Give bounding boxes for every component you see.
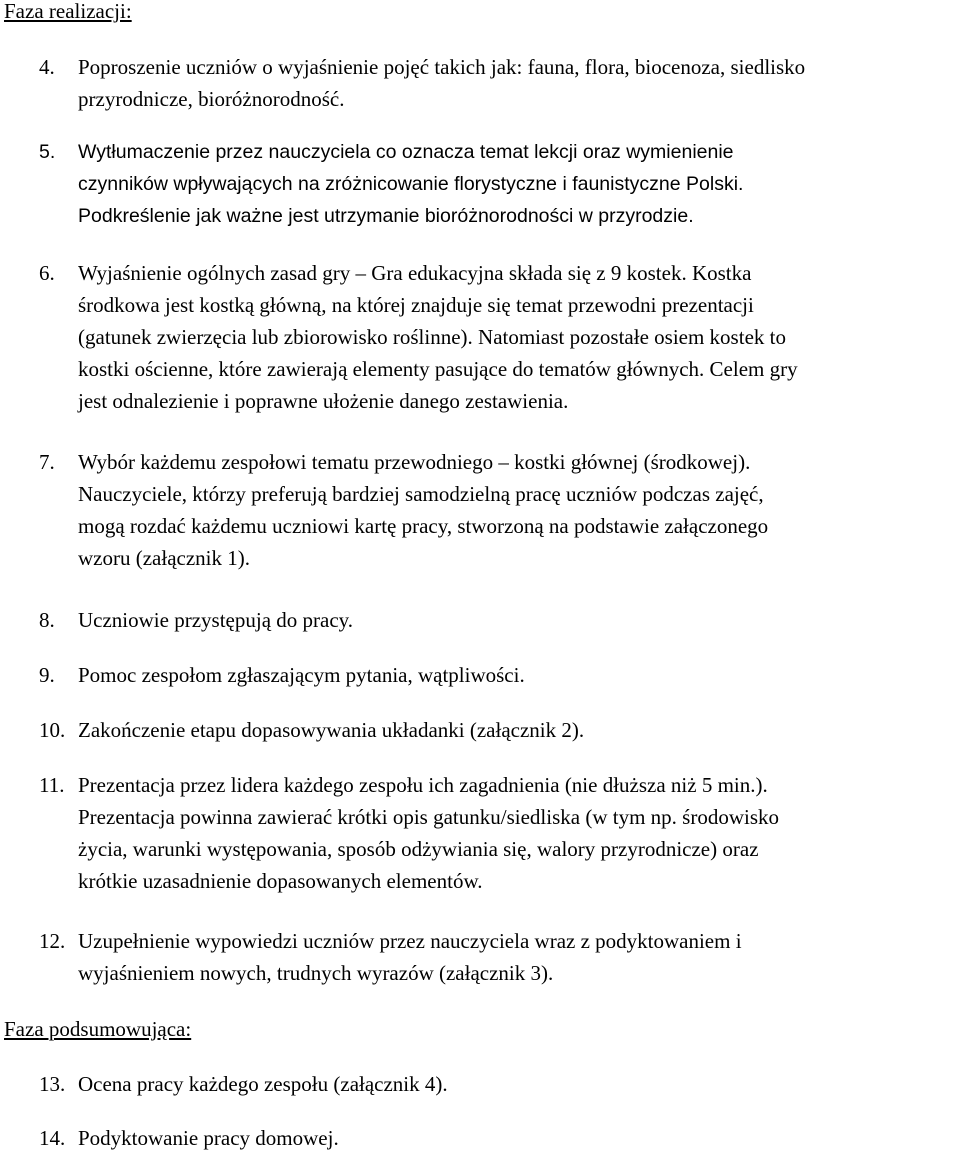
item-text: Poproszenie uczniów o wyjaśnienie pojęć takich jak: fauna, flora, biocenoza, siedlisko przyrodnicze, bioróżnorodność. xyxy=(78,55,806,111)
item-text: Pomoc zespołom zgłaszającym pytania, wątpliwości. xyxy=(78,663,525,687)
list-item-11 xyxy=(39,769,944,897)
item-number: 13. xyxy=(39,1072,66,1096)
item-number: 10. xyxy=(39,718,66,742)
list-item-9 xyxy=(39,659,944,691)
list-item-7 xyxy=(39,446,944,574)
item-text: Wytłumaczenie przez nauczyciela co oznacza temat lekcji oraz wymienienie czynników wpływających na zróżnicowanie florystyczne i faunistyczne Polski. Podkreślenie jak ważne jest utrzymanie bioróżnorodności w przyrodzie. xyxy=(78,141,744,227)
section-heading-summary: Faza podsumowująca: xyxy=(4,1017,192,1041)
item-text: Prezentacja przez lidera każdego zespołu ich zagadnienia (nie dłuższa niż 5 min.). Prezentacja powinna zawierać krótki opis gatunku/siedliska (w tym np. środowisko życia, warunki występowania, sposób odżywiania się, walory przyrodnicze) oraz krótkie uzasadnienie dopasowanych elementów. xyxy=(78,773,779,893)
list-item-5 xyxy=(39,136,944,232)
item-text: Wybór każdemu zespołowi tematu przewodniego – kostki głównej (środkowej). Nauczyciele, którzy preferują bardziej samodzielną pracę uczniów podczas zajęć, mogą rozdać każdemu uczniowi kartę pracy, stworzoną na podstawie załączonego wzoru (załącznik 1). xyxy=(78,450,769,570)
item-text: Zakończenie etapu dopasowywania układanki (załącznik 2). xyxy=(78,718,585,742)
item-text: Uzupełnienie wypowiedzi uczniów przez nauczyciela wraz z podyktowaniem i wyjaśnieniem nowych, trudnych wyrazów (załącznik 3). xyxy=(78,929,742,985)
item-number: 7. xyxy=(39,450,55,474)
item-number: 5. xyxy=(39,141,56,163)
section-heading-realization: Faza realizacji: xyxy=(4,0,132,23)
list-item-10 xyxy=(39,714,944,746)
item-text: Wyjaśnienie ogólnych zasad gry – Gra edukacyjna składa się z 9 kostek. Kostka środkowa jest kostką główną, na której znajduje się temat przewodni prezentacji (gatunek zwierzęcia lub zbiorowisko roślinne). Natomiast pozostałe osiem kostek to kostki ościenne, które zawierają elementy pasujące do tematów głównych. Celem gry jest odnalezienie i poprawne ułożenie danego zestawienia. xyxy=(78,261,798,413)
item-number: 12. xyxy=(39,929,66,953)
item-number: 11. xyxy=(39,773,65,797)
item-number: 6. xyxy=(39,261,55,285)
item-text: Ocena pracy każdego zespołu (załącznik 4). xyxy=(78,1072,448,1096)
list-item-12 xyxy=(39,925,944,989)
item-text: Podyktowanie pracy domowej. xyxy=(78,1126,339,1150)
list-item-6 xyxy=(39,257,944,417)
item-text: Uczniowie przystępują do pracy. xyxy=(78,608,354,632)
item-number: 14. xyxy=(39,1126,66,1150)
list-item-8 xyxy=(39,604,944,636)
item-number: 9. xyxy=(39,663,55,687)
item-number: 8. xyxy=(39,608,55,632)
list-item-4 xyxy=(39,51,944,115)
list-item-14 xyxy=(39,1122,944,1154)
list-item-13 xyxy=(39,1068,944,1100)
item-number: 4. xyxy=(39,55,55,79)
